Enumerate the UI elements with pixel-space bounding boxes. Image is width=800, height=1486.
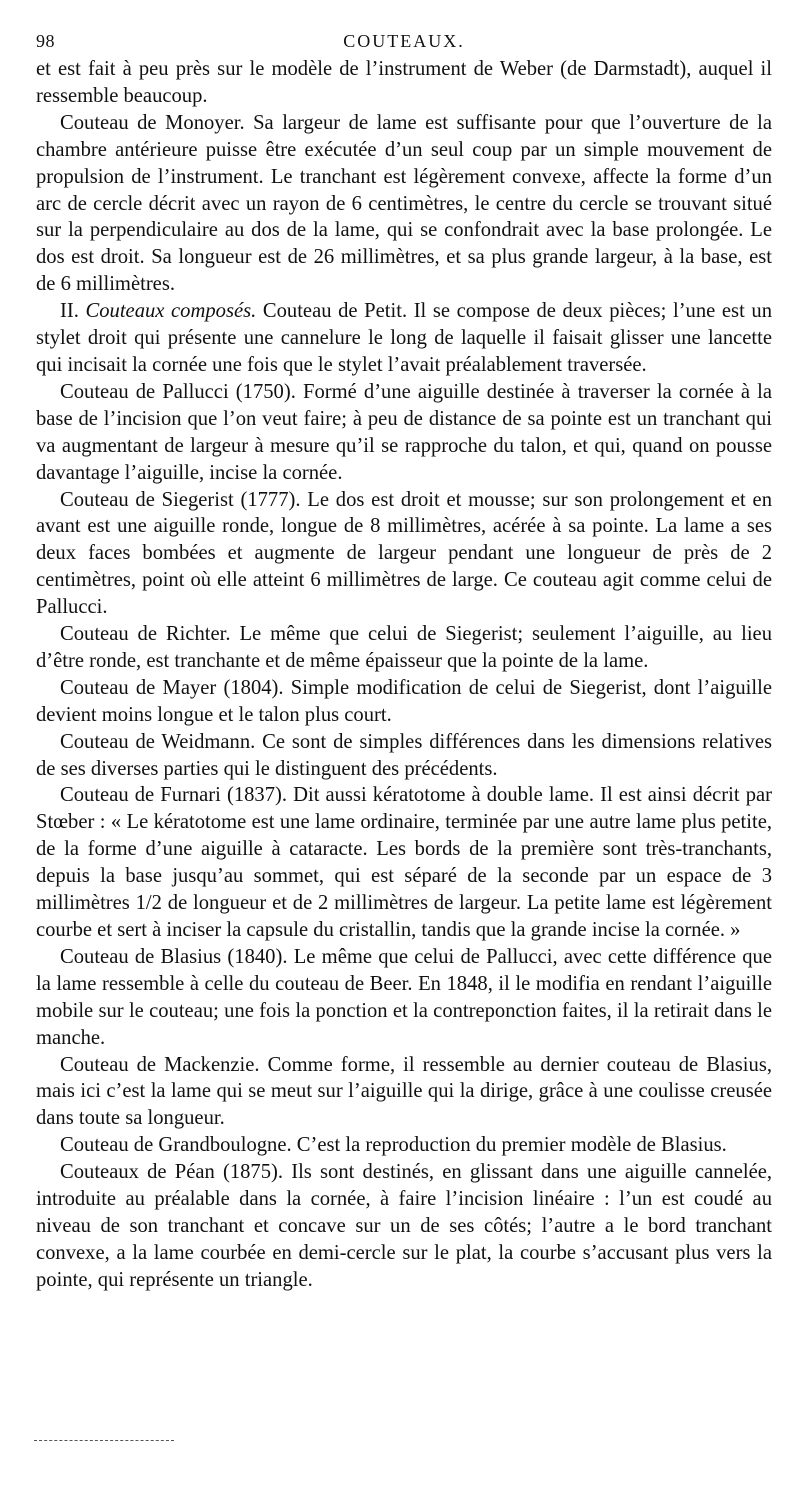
page-header <box>36 28 772 54</box>
paragraph-furnari: Couteau de Furnari (1837). Dit aussi kératotome à double lame. Il est ainsi décrit par Stœber : « Le kératotome est une lame ordinaire, terminée par une autre lame plus petite, de la forme d’une aiguille à cataracte. Les bords de la première sont très-tranchants, depuis la base jusqu’au sommet, qui est séparé de la seconde par un espace de 3 millimètres 1/2 de longueur et de 2 millimètres de largeur. La petite lame est légèrement courbe et sert à inciser la capsule du cristallin, tandis que la grande incise la cornée. » <box>36 784 772 941</box>
paragraph-pallucci: Couteau de Pallucci (1750). Formé d’une aiguille destinée à traverser la cornée à la base de l’incision que l’on veut faire; à peu de distance de sa pointe est un tranchant qui va augmentant de largeur à mesure qu’il se rapproche du talon, et qui, quand on pousse davantage l’aiguille, incise la cornée. <box>36 380 772 484</box>
footer-rule <box>34 1440 174 1441</box>
paragraph-monoyer: Couteau de Monoyer. Sa largeur de lame est suffisante pour que l’ouverture de la chambre antérieure puisse être exécutée d’un seul coup par un simple mouvement de propulsion de l’instrument. Le tranchant est légèrement convexe, affecte la forme d’un arc de cercle décrit avec un rayon de 6 centimètres, le centre du cercle se trouvant situé sur la perpendiculaire au dos de la lame, qui se confondrait avec la base prolongée. Le dos est droit. Sa longueur est de 26 millimètres, et sa plus grande largeur, à la base, est de 6 millimètres. <box>36 111 772 296</box>
document-page <box>36 28 772 1294</box>
paragraph-petit-text: Couteau de Petit. Il se compose de deux pièces; l’une est un stylet droit qui présente une cannelure le long de laquelle il faisait glisser une lancette qui incisait la cornée une fois que le stylet l’avait préalablement traversée. <box>36 300 772 376</box>
paragraph-siegerist: Couteau de Siegerist (1777). Le dos est droit et mousse; sur son prolongement et en avant est une aiguille ronde, longue de 8 millimètres, acérée à sa pointe. La lame a ses deux faces bombées et augmente de largeur pendant une longueur de près de 2 centimètres, point où elle atteint 6 millimètres de large. Ce couteau agit comme celui de Pallucci. <box>36 488 772 619</box>
paragraph-couteaux-composes <box>36 298 772 379</box>
paragraph-mackenzie: Couteau de Mackenzie. Comme forme, il ressemble au dernier couteau de Blasius, mais ici c’est la lame qui se meut sur l’aiguille qui la dirige, grâce à une coulisse creusée dans toute sa longueur. <box>36 1053 772 1130</box>
paragraph-blasius: Couteau de Blasius (1840). Le même que celui de Pallucci, avec cette différence que la lame ressemble à celle du couteau de Beer. En 1848, il le modifia en rendant l’aiguille mobile sur le couteau; une fois la ponction et la contreponction faites, il la retirait dans le manche. <box>36 945 772 1049</box>
paragraph-grandboulogne: Couteau de Grandboulogne. C’est la reproduction du premier modèle de Blasius. <box>60 1134 727 1157</box>
running-title: COUTEAUX. <box>343 31 465 51</box>
page-number: 98 <box>36 31 55 51</box>
paragraph-richter: Couteau de Richter. Le même que celui de Siegerist; seulement l’aiguille, au lieu d’être ronde, est tranchante et de même épaisseur que la pointe de la lame. <box>36 623 772 672</box>
section-title: Couteaux composés. <box>85 300 257 323</box>
paragraph-pean: Couteaux de Péan (1875). Ils sont destinés, en glissant dans une aiguille cannelée, introduite au préalable dans la cornée, à faire l’incision linéaire : l’un est coudé au niveau de son tranchant et concave sur un de ses côtés; l’autre a le bord tranchant convexe, a la lame courbée en demi-cercle sur le plat, la courbe s’accusant plus vers la pointe, qui représente un triangle. <box>36 1161 772 1291</box>
paragraph-weber-continuation: et est fait à peu près sur le modèle de l’instrument de Weber (de Darmstadt), auquel il ressemble beaucoup. <box>36 58 772 107</box>
paragraph-weidmann: Couteau de Weidmann. Ce sont de simples différences dans les dimensions relatives de ses diverses parties qui le distinguent des précédents. <box>36 730 772 780</box>
section-number: II. <box>60 300 79 323</box>
paragraph-mayer: Couteau de Mayer (1804). Simple modification de celui de Siegerist, dont l’aiguille devient moins longue et le talon plus court. <box>36 676 772 726</box>
